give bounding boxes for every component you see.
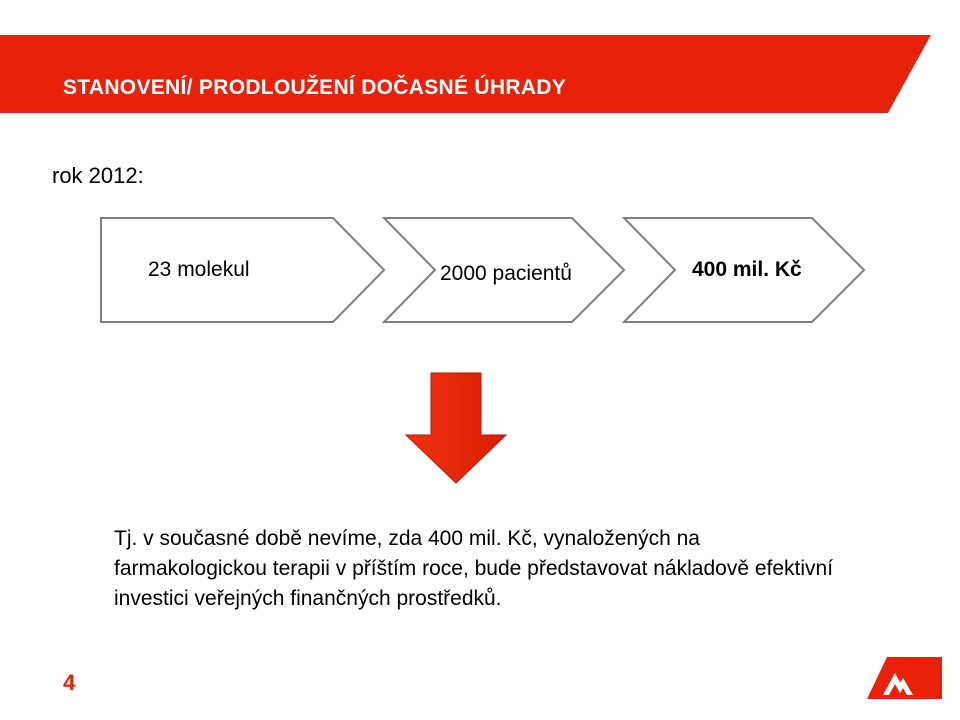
logo-icon <box>867 655 942 700</box>
year-label: rok 2012: <box>52 163 144 188</box>
slide-title: STANOVENÍ/ PRODLOUŽENÍ DOČASNÉ ÚHRADY <box>63 76 567 99</box>
conclusion-text: Tj. v současné době nevíme, zda 400 mil. Kč, vynaložených na farmakologickou terapii v příštím roce, bude představovat nákladově efektivní investici veřejných finančných prostředků. <box>114 527 834 610</box>
step-label-molecules: 23 molekul <box>148 258 250 281</box>
step-label-cost: 400 mil. Kč <box>692 258 802 281</box>
step-label-patients: 2000 pacientů <box>440 262 572 285</box>
page-number: 4 <box>63 670 76 695</box>
